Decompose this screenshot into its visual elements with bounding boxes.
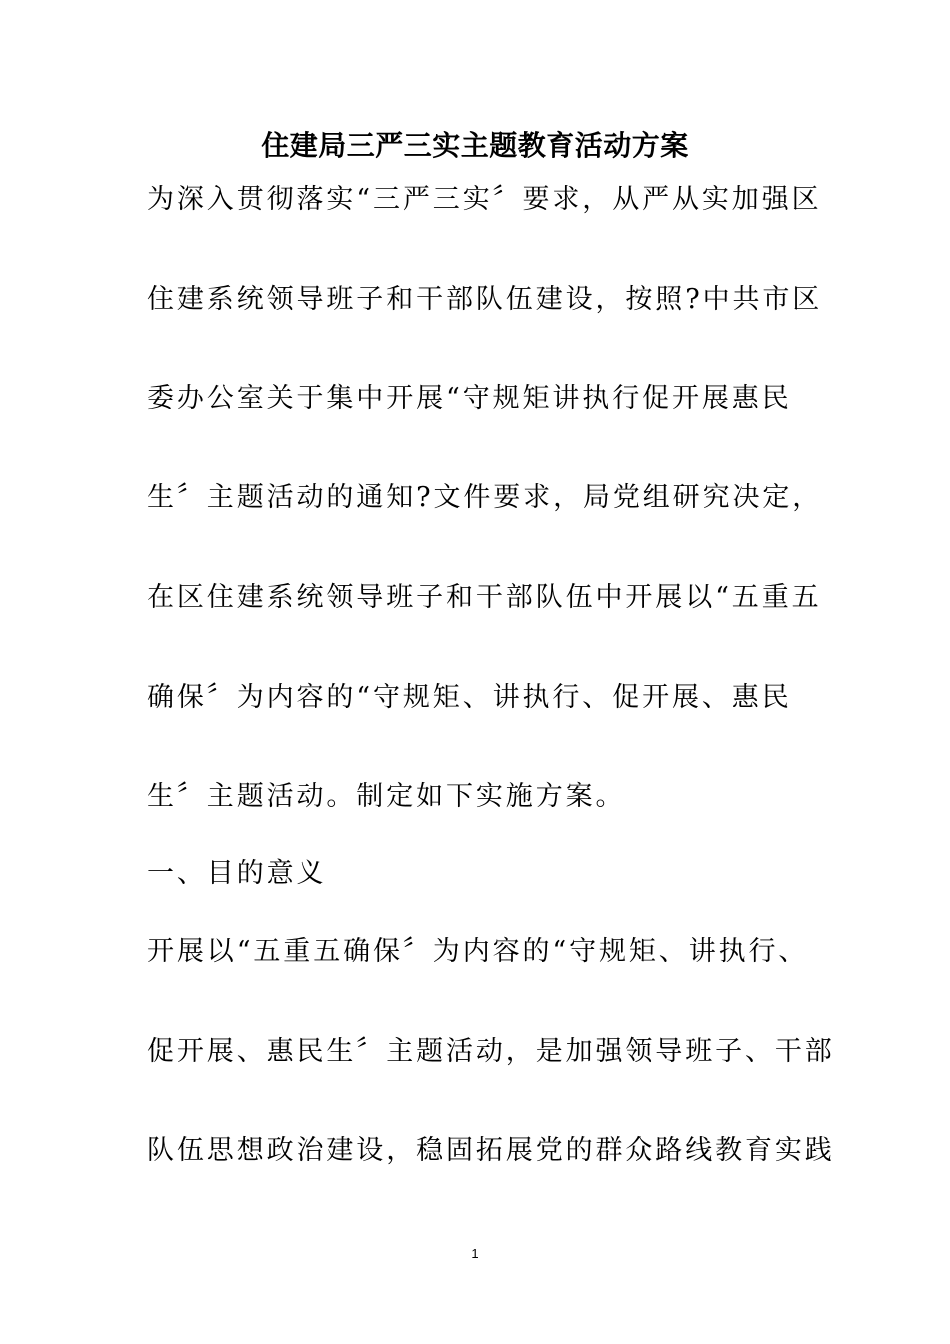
paragraph-line: 促开展、惠民生〞主题活动，是加强领导班子、干部 <box>147 1036 835 1067</box>
paragraph-line: 委办公室关于集中开展“守规矩讲执行促开展惠民 <box>147 383 792 414</box>
paragraph-line: 为深入贯彻落实“三严三实〞要求，从严从实加强区 <box>147 184 822 215</box>
paragraph-line: 住建系统领导班子和干部队伍建设，按照?中共市区 <box>147 284 823 315</box>
paragraph-line: 队伍思想政治建设，稳固拓展党的群众路线教育实践 <box>147 1135 835 1166</box>
paragraph-line: 确保〞为内容的“守规矩、讲执行、促开展、惠民 <box>147 682 792 713</box>
page-number: 1 <box>471 1246 479 1261</box>
paragraph-line: 开展以“五重五确保〞为内容的“守规矩、讲执行、 <box>147 936 809 967</box>
document-title: 住建局三严三实主题教育活动方案 <box>261 129 689 162</box>
section-heading: 一、目的意义 <box>147 858 327 889</box>
paragraph-line: 在区住建系统领导班子和干部队伍中开展以“五重五 <box>147 582 822 613</box>
paragraph-line: 生〞主题活动的通知?文件要求，局党组研究决定， <box>147 482 823 513</box>
paragraph-line: 生〞主题活动。制定如下实施方案。 <box>147 781 626 812</box>
